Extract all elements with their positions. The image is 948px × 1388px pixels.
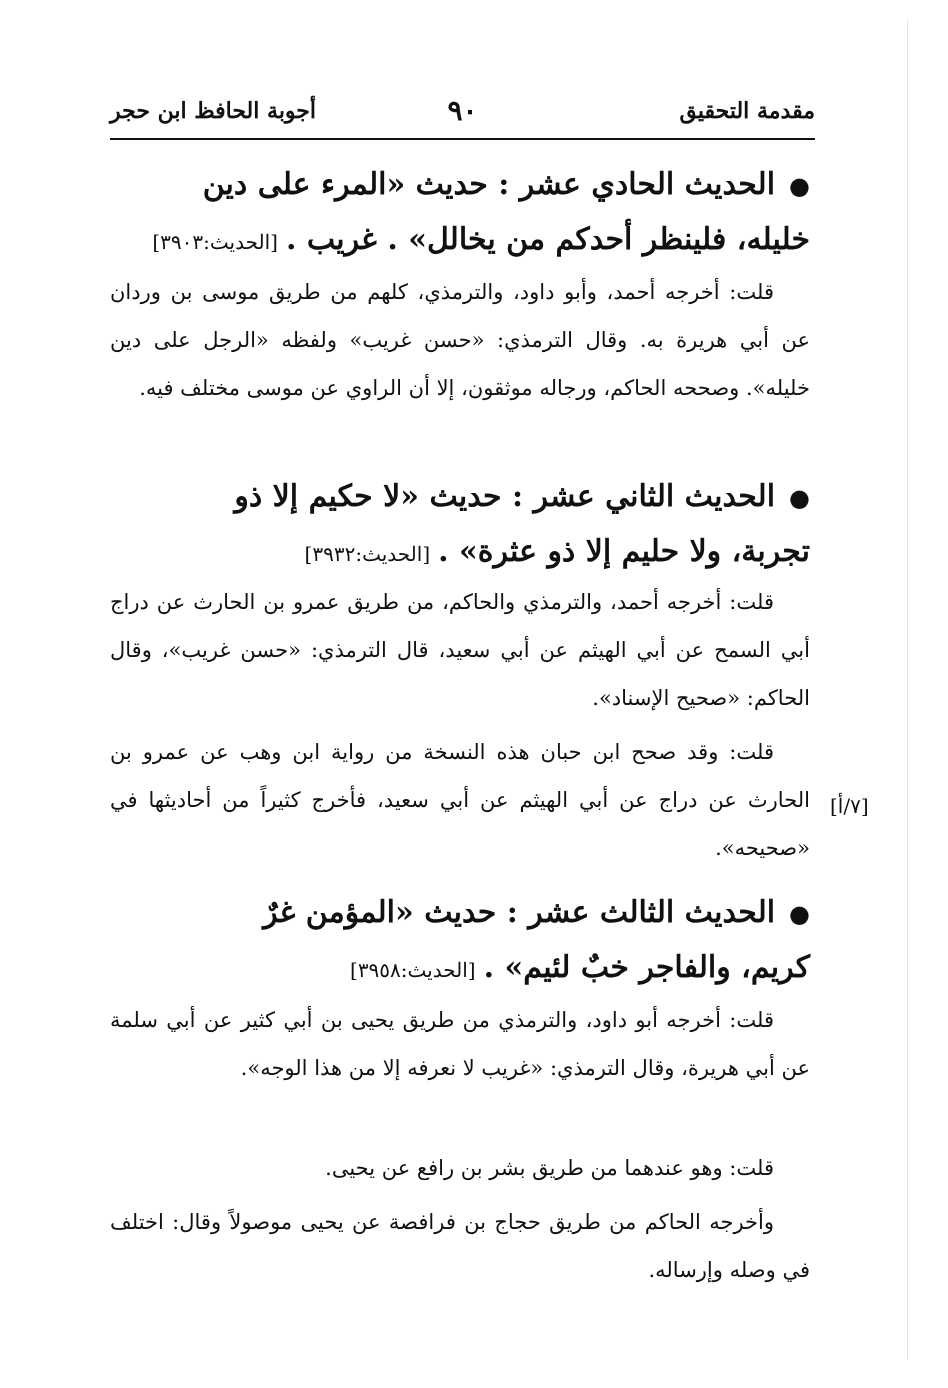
commentary-paragraph-12b — [110, 728, 810, 872]
running-head — [110, 94, 815, 132]
commentary-paragraph-13c — [110, 1198, 810, 1294]
para-11-text: قلت: أخرجه أحمد، وأبو داود، والترمذي، كلهم من طريق موسى بن وردان عن أبي هريرة به. وقال الترمذي: «حسن غريب» ولفظه «الرجل على دين خليله». وصححه الحاكم، ورجاله موثقون، إلا أن الراوي عن موسى مختلف فيه. — [110, 280, 810, 400]
para-13c-text: وأخرجه الحاكم من طريق حجاج بن فرافصة عن يحيى موصولاً وقال: اختلف في وصله وإرساله. — [110, 1210, 810, 1282]
bullet-icon: ● — [789, 171, 810, 200]
hadith-11-line1: الحديث الحادي عشر : حديث «المرء على دين — [202, 167, 776, 202]
para-13b-text: قلت: وهو عندهما من طريق بشر بن رافع عن يحيى. — [325, 1156, 774, 1180]
para-12a-text: قلت: أخرجه أحمد، والترمذي والحاكم، من طريق عمرو بن الحارث عن دراج أبي السمح عن أبي الهيثم عن أبي سعيد، قال الترمذي: «حسن غريب»، وقال الحاكم: «صحيح الإسناد». — [110, 590, 810, 710]
header-rule — [110, 138, 815, 140]
bullet-icon: ● — [789, 899, 810, 928]
bullet-icon: ● — [789, 483, 810, 512]
hadith-heading-12 — [110, 470, 810, 581]
para-13a-text: قلت: أخرجه أبو داود، والترمذي من طريق يحيى بن أبي كثير عن أبي سلمة عن أبي هريرة، وقال الترمذي: «غريب لا نعرفه إلا من هذا الوجه». — [110, 1008, 810, 1080]
hadith-heading-13 — [110, 886, 810, 997]
commentary-paragraph-13a — [110, 996, 810, 1092]
book-title: أجوبة الحافظ ابن حجر — [110, 98, 317, 124]
commentary-paragraph-12a — [110, 578, 810, 722]
commentary-paragraph-11 — [110, 268, 810, 412]
hadith-13-line2: كريم، والفاجر خبٌ لئيم» . — [483, 950, 810, 985]
hadith-11-line2: خليله، فلينظر أحدكم من يخالل» . غريب . — [285, 222, 810, 257]
commentary-paragraph-13b — [110, 1144, 810, 1192]
scan-edge-line — [907, 20, 908, 1360]
hadith-12-ref: [الحديث:٣٩٣٢] — [304, 542, 431, 566]
hadith-12-line1: الحديث الثاني عشر : حديث «لا حكيم إلا ذو — [234, 479, 776, 514]
section-title: مقدمة التحقيق — [679, 98, 815, 124]
hadith-11-ref: [الحديث:٣٩٠٣] — [152, 230, 278, 254]
para-12b-text: قلت: وقد صحح ابن حبان هذه النسخة من رواية ابن وهب عن عمرو بن الحارث عن دراج عن أبي الهيثم عن أبي سعيد، فأخرج كثيراً من أحاديثها في «صحيحه». — [110, 740, 810, 860]
hadith-heading-11 — [110, 158, 810, 269]
hadith-12-line2: تجربة، ولا حليم إلا ذو عثرة» . — [438, 534, 810, 569]
hadith-13-line1: الحديث الثالث عشر : حديث «المؤمن غرٌ — [263, 895, 776, 930]
manuscript-folio-note: [٧/أ] — [830, 794, 869, 818]
hadith-13-ref: [الحديث:٣٩٥٨] — [350, 958, 476, 982]
page-number: ٩٠ — [447, 94, 478, 127]
